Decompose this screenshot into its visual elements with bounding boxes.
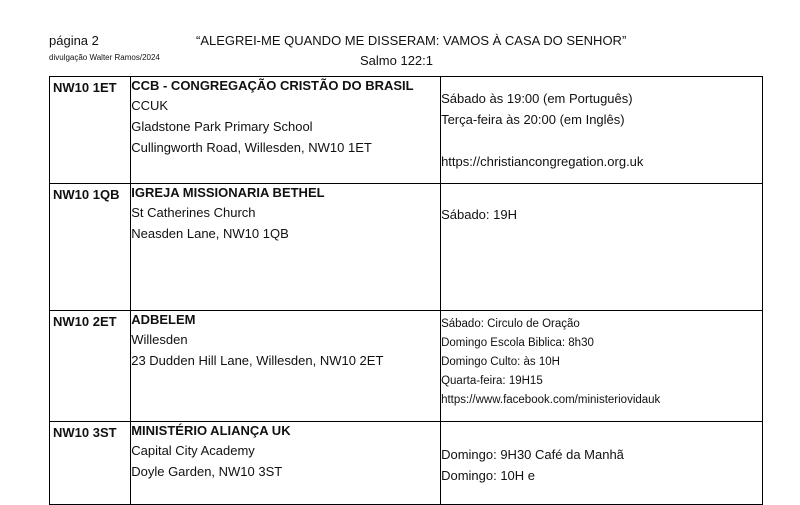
church-name: IGREJA MISSIONARIA BETHEL: [131, 185, 325, 200]
schedule-line: Sábado: 19H: [441, 207, 517, 222]
page-number: página 2: [49, 33, 99, 48]
schedule-line: Terça-feira às 20:00 (em Inglês): [441, 112, 625, 127]
church-cell: [131, 77, 441, 184]
schedule-line: Domingo: 9H30 Café da Manhã: [441, 447, 624, 462]
address-line: Neasden Lane, NW10 1QB: [131, 226, 289, 241]
postcode-cell: [50, 422, 131, 505]
address-line: 23 Dudden Hill Lane, Willesden, NW10 2ET: [131, 353, 384, 368]
postcode: NW10 3ST: [53, 425, 117, 440]
postcode: NW10 2ET: [53, 314, 117, 329]
postcode-cell: [50, 184, 131, 311]
schedule-line: Domingo Escola Biblica: 8h30: [441, 337, 594, 349]
website-link[interactable]: https://www.facebook.com/ministeriovidauk: [441, 394, 661, 406]
church-cell: [131, 184, 441, 311]
page-title: “ALEGREI-ME QUANDO ME DISSERAM: VAMOS À CASA DO SENHOR”: [196, 33, 627, 48]
schedule-line: Sábado às 19:00 (em Português): [441, 91, 633, 106]
website-link[interactable]: https://christiancongregation.org.uk: [441, 154, 644, 169]
table-row: [50, 77, 763, 184]
church-listing-table: [49, 76, 763, 505]
church-name: ADBELEM: [131, 312, 196, 327]
postcode-cell: [50, 77, 131, 184]
credit-line: divulgação Walter Ramos/2024: [49, 53, 160, 62]
table-row: [50, 311, 763, 422]
address-line: Willesden: [131, 332, 188, 347]
schedule-line: Domingo Culto: às 10H: [441, 356, 560, 368]
schedule-line: Sábado: Circulo de Oração: [441, 318, 580, 330]
schedule-cell: [441, 422, 763, 505]
schedule-spacer: [441, 130, 762, 151]
address-line: Capital City Academy: [131, 443, 255, 458]
postcode: NW10 1ET: [53, 80, 117, 95]
page-subtitle: Salmo 122:1: [360, 53, 433, 68]
schedule-cell: [441, 77, 763, 184]
church-name: CCB - CONGREGAÇÃO CRISTÃO DO BRASIL: [131, 78, 414, 93]
address-line: St Catherines Church: [131, 205, 256, 220]
postcode: NW10 1QB: [53, 187, 120, 202]
address-line: Doyle Garden, NW10 3ST: [131, 464, 283, 479]
church-cell: [131, 311, 441, 422]
schedule-cell: [441, 184, 763, 311]
table-row: [50, 422, 763, 505]
table-row: [50, 184, 763, 311]
address-line: Gladstone Park Primary School: [131, 119, 313, 134]
church-name: MINISTÉRIO ALIANÇA UK: [131, 423, 291, 438]
schedule-line: Domingo: 10H e: [441, 468, 536, 483]
church-cell: [131, 422, 441, 505]
schedule-line: Quarta-feira: 19H15: [441, 375, 543, 387]
schedule-cell: [441, 311, 763, 422]
postcode-cell: [50, 311, 131, 422]
address-line: CCUK: [131, 98, 169, 113]
address-line: Cullingworth Road, Willesden, NW10 1ET: [131, 140, 372, 155]
